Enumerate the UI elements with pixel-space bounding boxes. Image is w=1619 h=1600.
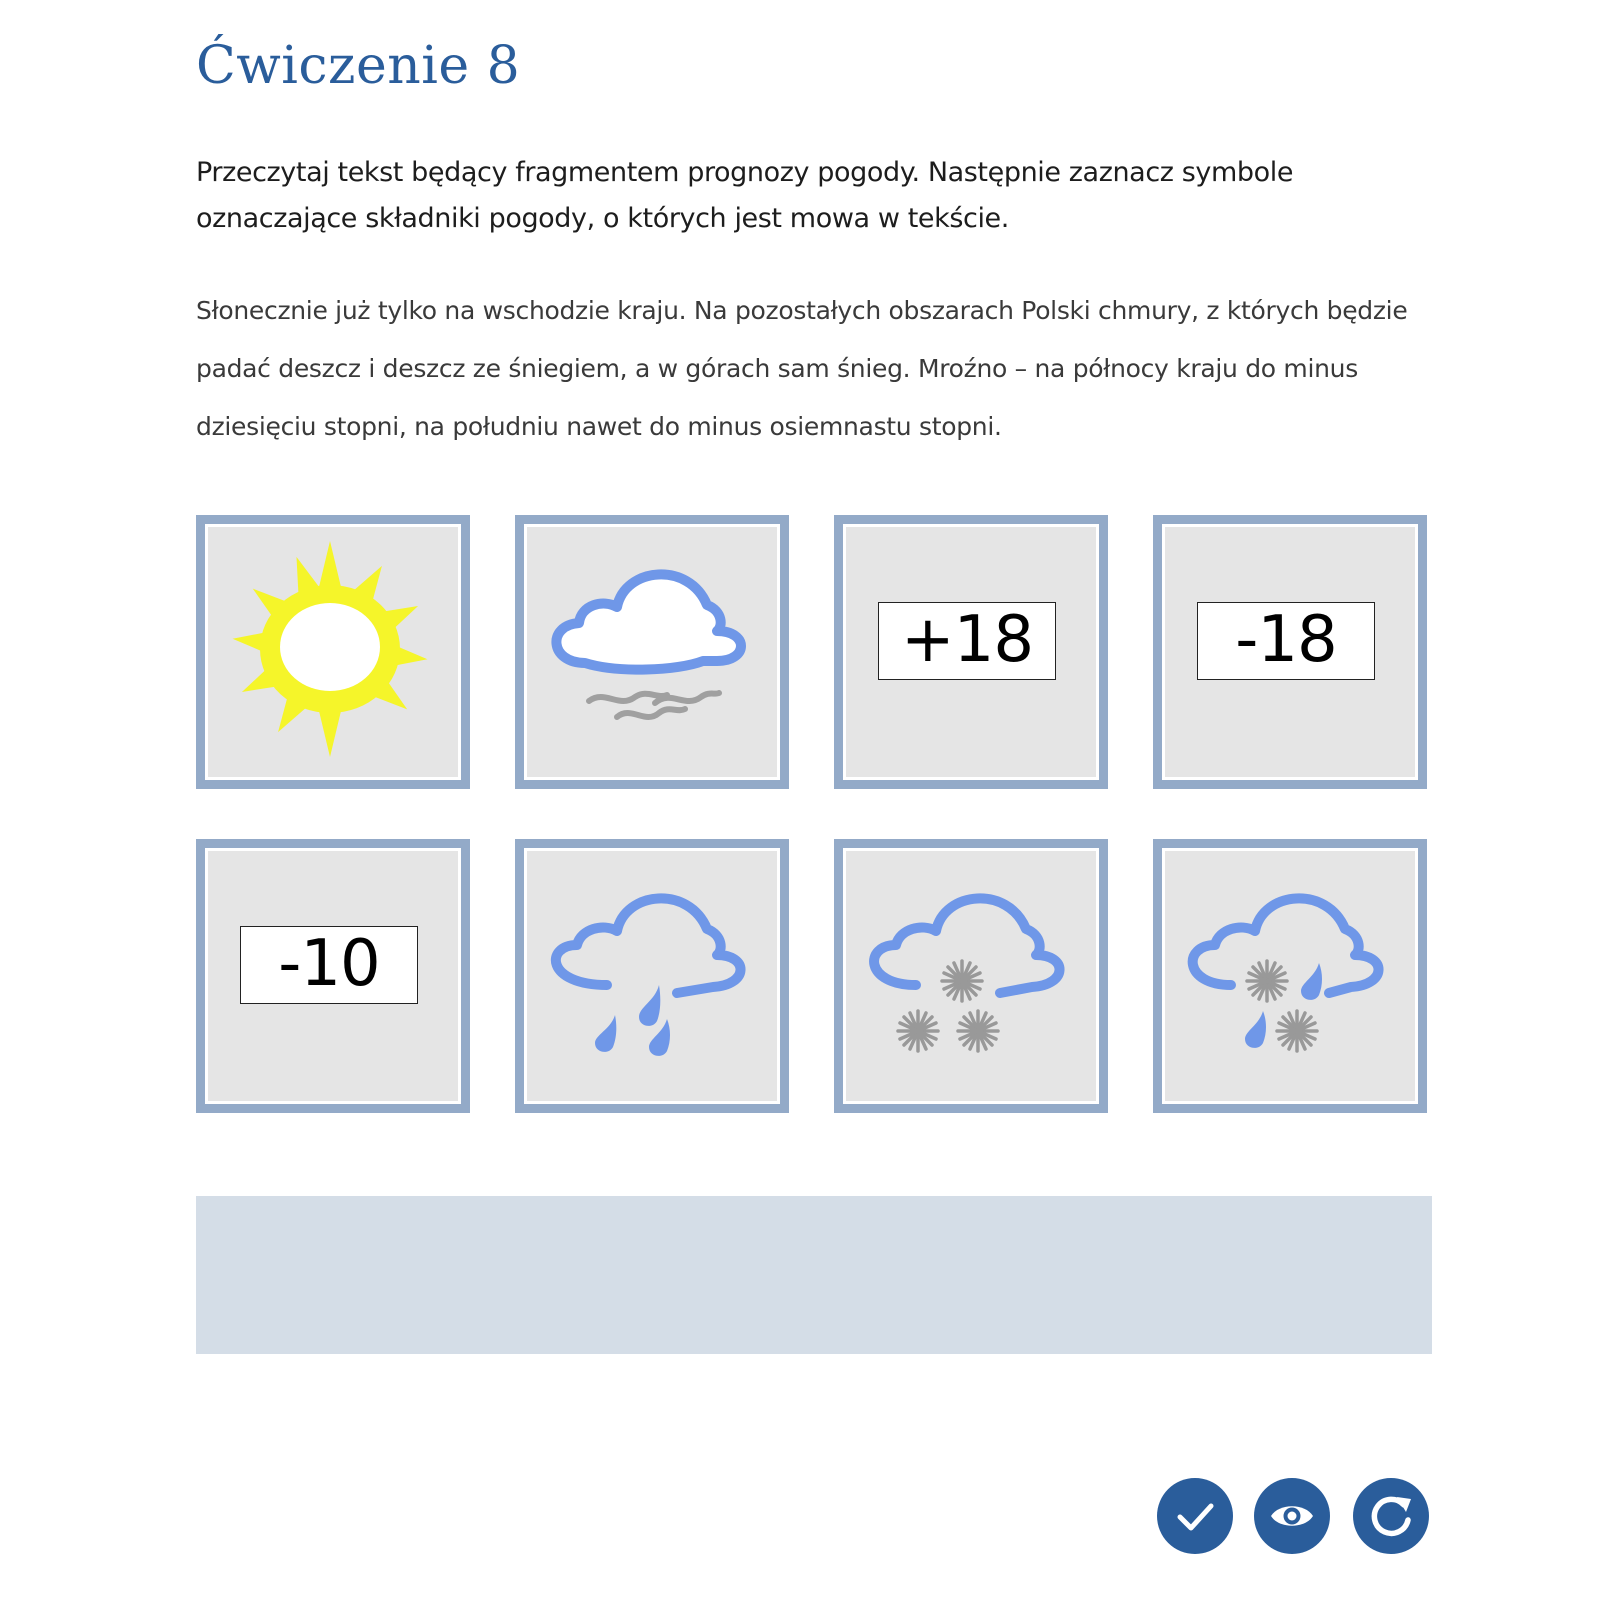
tile-inner <box>524 524 780 780</box>
cloud-sleet-icon <box>1165 851 1415 1101</box>
temperature-label: -10 <box>240 926 418 1004</box>
sun-icon <box>208 527 458 777</box>
tile-minus-18[interactable] <box>1153 515 1427 789</box>
tile-inner <box>843 524 1099 780</box>
check-icon <box>1157 1478 1233 1554</box>
cloud-rain-icon <box>527 851 777 1101</box>
tile-cloud-fog[interactable] <box>515 515 789 789</box>
feedback-area <box>196 1196 1432 1354</box>
tile-inner <box>1162 524 1418 780</box>
refresh-icon <box>1353 1478 1429 1554</box>
tile-inner <box>205 848 461 1104</box>
tile-inner <box>843 848 1099 1104</box>
tile-sun[interactable] <box>196 515 470 789</box>
tile-inner <box>524 848 780 1104</box>
check-button[interactable] <box>1157 1478 1233 1554</box>
exercise-title: Ćwiczenie 8 <box>196 36 521 96</box>
exercise-controls <box>196 1478 1432 1556</box>
cloud-fog-icon <box>527 527 777 777</box>
forecast-passage: Słonecznie już tylko na wschodzie kraju. Na pozostałych obszarach Polski chmury, z których będzie padać deszcz i deszcz ze śniegiem, a w górach sam śnieg. Mroźno – na północy kraju do minus dziesięciu stopni, na południu nawet do minus osiemnastu stopni. <box>196 296 1408 441</box>
reset-button[interactable] <box>1353 1478 1429 1554</box>
tile-plus-18[interactable] <box>834 515 1108 789</box>
tile-inner <box>1162 848 1418 1104</box>
cloud-snow-icon <box>846 851 1096 1101</box>
tile-cloud-snow[interactable] <box>834 839 1108 1113</box>
show-answer-button[interactable] <box>1254 1478 1330 1554</box>
temperature-label: -18 <box>1197 602 1375 680</box>
tile-inner <box>205 524 461 780</box>
temperature-label: +18 <box>878 602 1056 680</box>
eye-icon <box>1254 1478 1330 1554</box>
tile-minus-10[interactable] <box>196 839 470 1113</box>
tile-cloud-sleet[interactable] <box>1153 839 1427 1113</box>
tile-cloud-rain[interactable] <box>515 839 789 1113</box>
exercise-instruction: Przeczytaj tekst będący fragmentem prognozy pogody. Następnie zaznacz symbole oznaczające składniki pogody, o których jest mowa w tekście. <box>196 157 1294 234</box>
